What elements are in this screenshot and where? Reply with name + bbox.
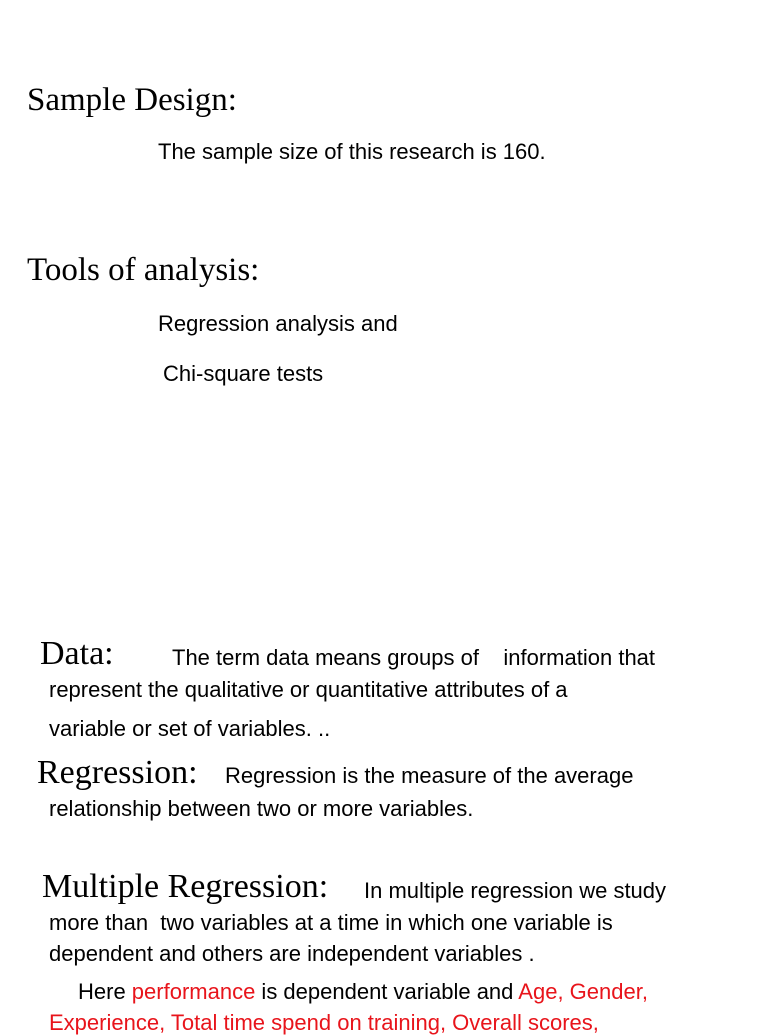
regression-definition-line-2: relationship between two or more variables. xyxy=(49,796,474,821)
multiple-regression-line-4 xyxy=(78,979,648,1005)
multiple-regression-line-3: dependent and others are independent variables . xyxy=(49,941,535,966)
regression-definition-line-1: Regression is the measure of the average xyxy=(225,763,634,788)
data-heading: Data: xyxy=(40,635,114,672)
dependent-variable: performance xyxy=(131,979,256,1004)
multiple-regression-line-1: In multiple regression we study xyxy=(364,878,667,903)
tool-regression: Regression analysis and xyxy=(158,311,398,336)
regression-heading: Regression: xyxy=(37,754,198,791)
sample-size-text: The sample size of this research is 160. xyxy=(158,139,546,164)
example-middle: is dependent variable and xyxy=(255,979,519,1004)
multiple-regression-line-2: more than two variables at a time in which one variable is xyxy=(49,910,613,935)
tools-heading: Tools of analysis: xyxy=(27,252,260,288)
data-definition-line-1: The term data means groups of information that xyxy=(172,645,656,670)
multiple-regression-heading: Multiple Regression: xyxy=(42,868,329,905)
data-definition-line-2: represent the qualitative or quantitative attributes of a xyxy=(49,677,568,702)
tool-chi-square: Chi-square tests xyxy=(163,361,324,386)
independent-variables: Age, Gender, xyxy=(518,979,648,1004)
data-definition-line-3: variable or set of variables. .. xyxy=(49,716,331,741)
multiple-regression-line-5: Experience, Total time spend on training, Overall scores, xyxy=(49,1010,599,1035)
example-prefix: Here xyxy=(78,979,132,1004)
sample-design-heading: Sample Design: xyxy=(27,82,237,118)
